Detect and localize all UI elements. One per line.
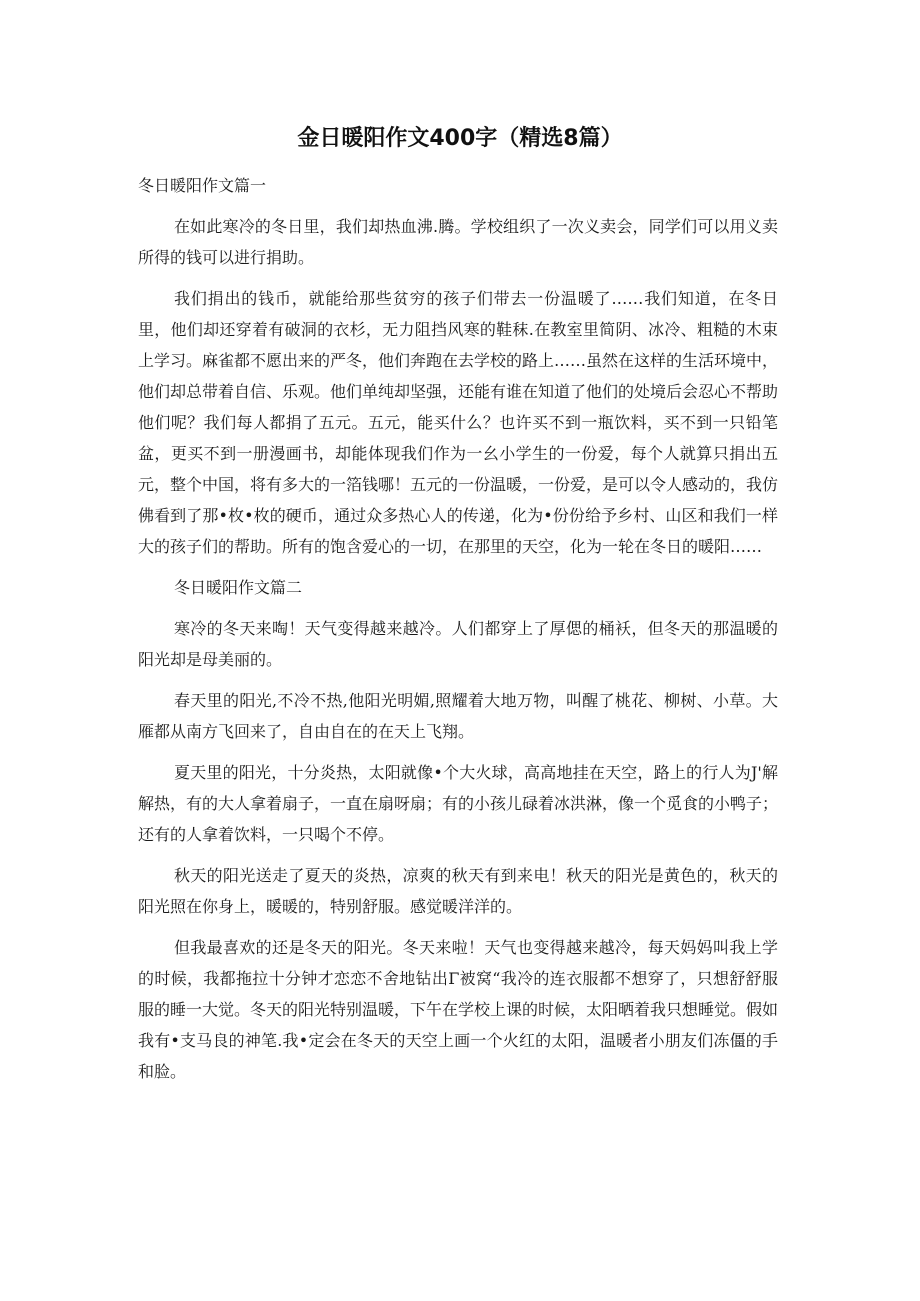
paragraph: 寒冷的冬天来啕！天气变得越来越冷。人们都穿上了厚偲的桶袄，但冬天的那温暖的阳光却是母美丽的。: [138, 619, 778, 669]
paragraph: 秋天的阳光送走了夏天的炎热，凉爽的秋天有到来电！秋天的阳光是黄色的，秋天的阳光照在你身上，暖暖的，特别舒服。感觉暖洋洋的。: [138, 866, 778, 916]
document-body: [138, 170, 778, 1097]
paragraph: 在如此寒冷的冬日里，我们却热血沸.腾。学校组织了一次义卖会，同学们可以用义卖所得的钱可以进行捐助。: [138, 217, 778, 267]
paragraph: 但我最喜欢的还是冬天的阳光。冬天来啦！天气也变得越来越冷，每天妈妈叫我上学的时候，我都拖拉十分钟才恋恋不舍地钻出Γ被窝“我冷的连衣服都不想穿了，只想舒舒服服的睡一大觉。冬天的阳光特别温暖，下午在学校上课的时候，太阳晒着我只想睡觉。假如我有•支马良的神笔.我•定会在冬天的天空上画一个火红的太阳，温暖者小朋友们冻僵的手和脸。: [138, 938, 779, 1081]
section-heading-1: 冬日暖阳作文篇一: [138, 176, 267, 195]
paragraph: 我们捐出的钱币，就能给那些贫穷的孩子们带去一份温暖了……我们知道，在冬日里，他们却还穿着有破洞的衣杉，无力阻挡风寒的鞋秣.在教室里简阴、冰冷、粗糙的木束上学习。麻雀都不愿出来的严冬，他们奔跑在去学校的路上……虽然在这样的生活环境中，他们却总带着自信、乐观。他们单纯却坚强，还能有谁在知道了他们的处境后会忍心不帮助他们呢？我们每人都捐了五元。五元，能买什么？也许买不到一瓶饮料，买不到一只铅笔盆，更买不到一册漫画书，却能体现我们作为一幺小学生的一份爱，每个人就算只捐出五元，整个中国，将有多大的一箔钱哪！五元的一份温暖，一份爱，是可以令人感动的，我仿佛看到了那•枚•枚的硬币，通过众多热心人的传递，化为•份份给予乡村、山区和我们一样大的孩子们的帮助。所有的饱含爱心的一切，在那里的天空，化为一轮在冬日的暖阳……: [138, 289, 779, 556]
paragraph: 春天里的阳光,不冷不热,他阳光明媚,照耀着大地万物，叫醒了桃花、柳树、小草。大雁都从南方飞回来了，自由自在的在天上飞翔。: [138, 691, 778, 741]
paragraph: 夏天里的阳光，十分炎热，太阳就像•个大火球，高高地挂在天空，路上的行人为J'解解热，有的大人拿着扇子，一直在扇呀扇；有的小孩儿碌着冰洪淋，像一个觅食的小鸭子；还有的人拿着饮料，一只喝个不停。: [138, 763, 779, 844]
section-heading-2: 冬日暖阳作文篇二: [174, 578, 303, 597]
document-title: 金日暖阳作文400字（精选8篇）: [297, 126, 623, 151]
